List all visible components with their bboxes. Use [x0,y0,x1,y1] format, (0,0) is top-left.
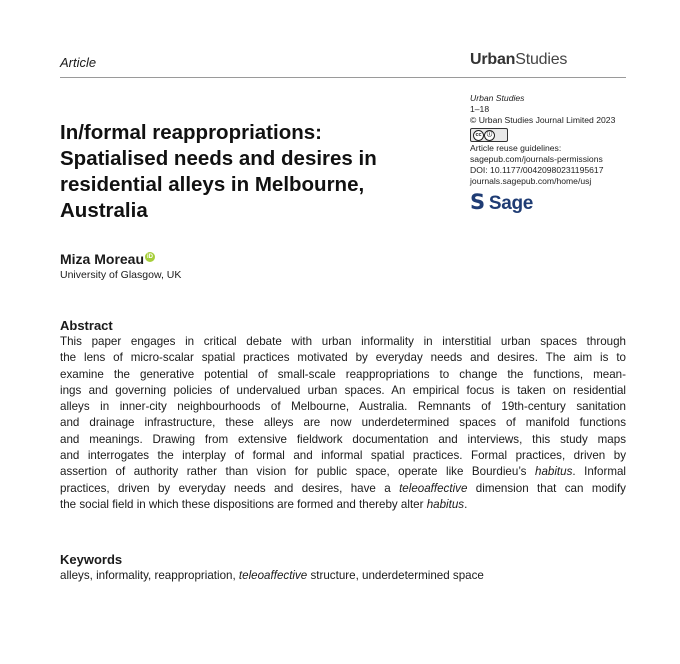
reuse-heading: Article reuse guidelines: [470,142,562,153]
abstract-line: examine the generative potential of small-scale reappropriations to change the functions, mean- [60,367,626,381]
cc-license-icon: cc ⓘ [470,128,508,142]
journal-logo-light: Studies [515,51,568,68]
publisher-logo [470,190,533,215]
abstract-line: and drainage infrastructure, these alleys are now underdetermined spaces of manifold functions [60,416,626,430]
abstract-line: and interrogates the interplay of formal and informal spatial practices. Formal practices, driven by [60,449,626,463]
license-badge[interactable] [470,127,640,143]
title-line: Australia [60,199,148,222]
title-line: In/formal reappropriations: [60,121,322,144]
reuse-link[interactable]: sagepub.com/journals-permissions [470,153,603,164]
journal-name: Urban Studies [470,93,525,103]
keywords-list: alleys, informality, reappropriation, teleoaffective structure, underdetermined space [60,569,484,582]
keywords-heading: Keywords [60,552,123,567]
sage-s-icon: 𝗦 [470,191,485,214]
abstract-line: assertion of authority rather than vision for public space, operate like Bourdieu’s habitus. Informal [60,465,626,479]
abstract-heading: Abstract [60,318,113,333]
abstract-line: and meanings. Drawing from extensive fieldwork documentation and interviews, this study maps [60,432,626,446]
journal-logo-bold: Urban [470,51,516,68]
abstract-body [60,334,626,513]
abstract-line: practices, driven by everyday needs and desires, have a teleoaffective dimension that can modify [60,481,626,495]
page-range: 1–18 [470,104,490,115]
copyright: © Urban Studies Journal Limited 2023 [470,115,616,126]
author-link[interactable]: Miza Moreau [60,251,145,267]
publisher-name: Sage [488,193,534,214]
abstract-line: alleys in inner-city neighbourhoods of Melbourne, Australia. Remnants of 19th-century sanitation [60,400,626,414]
journal-logo [470,51,567,69]
title-line: Spatialised needs and desires in [60,147,377,170]
title-line: residential alleys in Melbourne, [60,173,365,196]
author-affiliation: University of Glasgow, UK [60,269,182,281]
abstract-line: ings and governing policies of undervalued urban spaces. An empirical focus is taken on residential [60,383,626,397]
doi[interactable]: DOI: 10.1177/00420980231195617 [470,165,604,176]
section-label: Article [60,55,97,70]
abstract-line: This paper engages in critical debate with urban informality in interstitial urban spaces through [60,335,626,348]
abstract-line: the lens of micro-scalar spatial practices motivated by everyday needs and desires. The aim is to [60,351,626,365]
journal-info-block [470,93,640,187]
author-name [60,251,155,267]
article-title [60,120,420,224]
orcid-icon[interactable]: iD [147,254,154,261]
journal-url[interactable]: journals.sagepub.com/home/usj [470,176,592,187]
abstract-line: the social field in which these dispositions are formed and thereby alter habitus. [60,497,468,511]
header-divider [60,77,626,78]
